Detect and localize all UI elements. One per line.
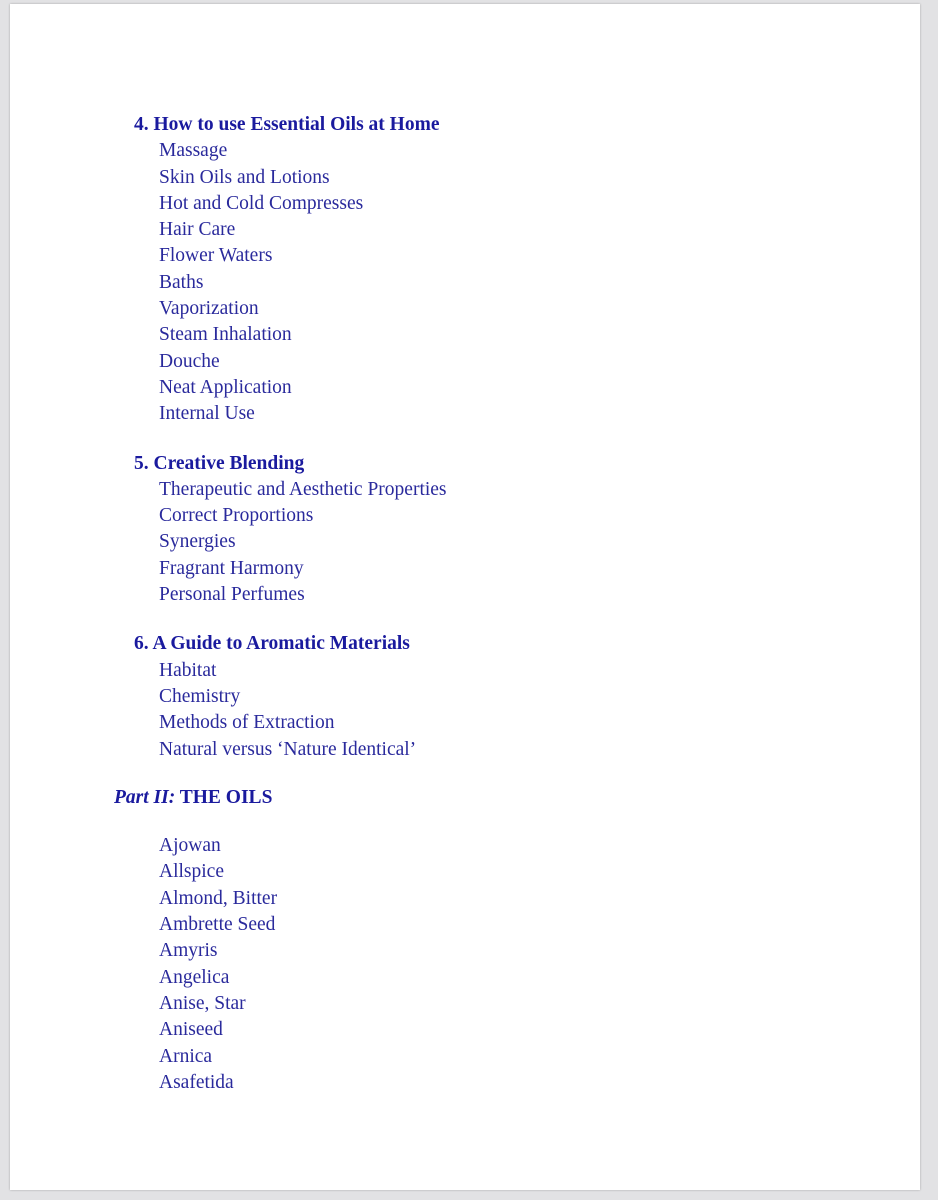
toc-entry: Internal Use [159, 403, 255, 425]
toc-entry: Flower Waters [159, 245, 273, 267]
oil-entry: Arnica [159, 1045, 213, 1067]
toc-entry: Synergies [159, 531, 236, 553]
oil-entry: Amyris [159, 940, 218, 962]
toc-entry: Neat Application [159, 376, 292, 398]
oil-entry: Aniseed [159, 1019, 223, 1041]
oil-entry: Asafetida [159, 1071, 234, 1093]
section-spacer [10, 608, 920, 631]
section-title: Creative Blending [153, 452, 305, 474]
oil-entry: Almond, Bitter [159, 887, 278, 909]
toc-entry: Skin Oils and Lotions [159, 166, 330, 188]
toc-entry: Habitat [159, 659, 217, 681]
toc-entry: Hot and Cold Compresses [159, 192, 364, 214]
toc-section [10, 451, 920, 609]
section-number: 4. [134, 114, 149, 135]
oil-entry: Ambrette Seed [159, 914, 276, 936]
section-number: 6. [134, 633, 149, 655]
section-heading [10, 112, 920, 138]
top-spacer [10, 4, 920, 112]
toc-entry: Personal Perfumes [159, 584, 305, 606]
toc-section [10, 112, 920, 428]
document-page [10, 4, 920, 1190]
section-spacer [10, 428, 920, 451]
toc-section [10, 631, 920, 762]
toc-entry: Therapeutic and Aesthetic Properties [159, 478, 447, 500]
section-number: 5. [134, 452, 149, 474]
oil-list [10, 833, 920, 1096]
oil-entry: Allspice [159, 861, 224, 883]
toc-entry: Fragrant Harmony [159, 557, 304, 579]
oil-entry: Angelica [159, 966, 230, 988]
part-label: Part II: [114, 786, 176, 808]
toc-entry: Vaporization [159, 298, 259, 320]
toc-entry: Methods of Extraction [159, 712, 335, 734]
toc-entry: Baths [159, 271, 204, 293]
toc-entry: Chemistry [159, 685, 241, 707]
toc-entry: Natural versus ‘Nature Identical’ [159, 738, 417, 760]
section-title: How to use Essential Oils at Home [153, 114, 440, 135]
oil-entry: Anise, Star [159, 992, 246, 1014]
section-heading [10, 451, 920, 477]
part-spacer-before [10, 763, 920, 785]
part-heading [10, 785, 920, 811]
toc-entry: Correct Proportions [159, 505, 314, 527]
section-heading [10, 631, 920, 657]
toc-entry: Douche [159, 350, 220, 372]
table-of-contents [10, 4, 920, 1096]
part-title: THE OILS [179, 786, 273, 808]
oil-entry: Ajowan [159, 835, 221, 857]
section-title: A Guide to Aromatic Materials [152, 633, 410, 655]
part-spacer-after [10, 811, 920, 833]
toc-entry: Hair Care [159, 219, 236, 241]
toc-entry: Massage [159, 140, 228, 162]
toc-entry: Steam Inhalation [159, 324, 292, 346]
